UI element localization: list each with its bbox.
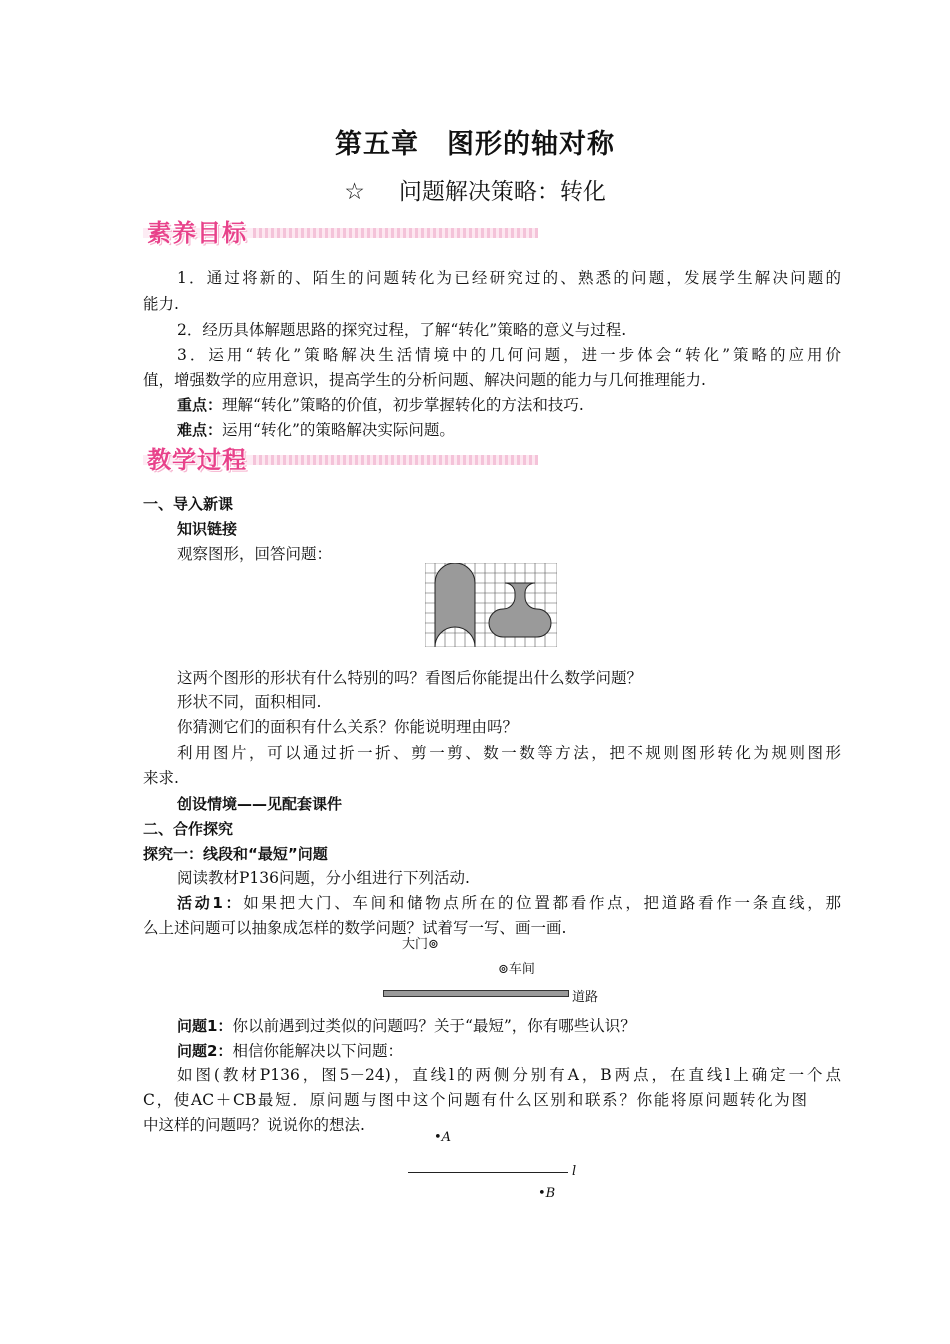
activity-text-a: 如果把大门、车间和储物点所在的位置都看作点，把道路看作一条直线，那 [243,894,842,912]
goal-2: 2．经历具体解题思路的探究过程，了解“转化”策略的意义与过程. [177,321,627,339]
workshop-label: ⊚车间 [498,962,535,977]
difficult-point [143,420,841,440]
goal-3b: 值，增强数学的应用意识，提高学生的分析问题、解决问题的能力与几何推理能力. [143,371,706,389]
activity-label: 活动1： [177,894,244,912]
explore-1-heading: 探究一：线段和“最短”问题 [143,845,328,863]
goal-3a: 3．运用“转化”策略解决生活情境中的几何问题，进一步体会“转化”策略的应用价 [177,346,841,364]
process-banner [143,440,538,474]
figure-text-c: 中这样的问题吗？说说你的想法. [143,1116,365,1134]
difficult-label: 难点： [177,421,223,439]
gate-label: 大门⊚ [402,937,439,952]
road-figure [380,933,620,1008]
activity-1a [143,893,841,913]
method-text-a: 利用图片，可以通过折一折、剪一剪、数一数等方法，把不规则图形转化为规则图形 [177,744,841,762]
points-line-figure [400,1128,600,1208]
figure-text-a: 如图(教材P136，图5－24)，直线l的两侧分别有A，B两点，在直线l上确定一个点 [177,1066,841,1084]
key-text: 理解“转化”策略的价值，初步掌握转化的方法和技巧. [222,396,584,414]
figure-text-b: C，使AC＋CB最短．原问题与图中这个问题有什么区别和联系？你能将原问题转化为图 [143,1091,807,1109]
road-bar [383,990,569,997]
knowledge-link-heading: 知识链接 [177,520,238,538]
question-1 [143,1016,841,1036]
answer-shapes: 形状不同，面积相同. [177,693,322,711]
question-shapes: 这两个图形的形状有什么特别的吗？看图后你能提出什么数学问题？ [177,669,643,687]
star-icon: ☆ [344,179,365,205]
chapter-title: 第五章 图形的轴对称 [335,129,615,160]
section-intro-heading: 一、导入新课 [143,495,234,513]
subtitle-text: 问题解决策略：转化 [398,179,606,205]
section-explore-heading: 二、合作探究 [143,820,234,838]
question-2-label: 问题2： [177,1042,233,1060]
activity-1b: 么上述问题可以抽象成怎样的数学问题？试着写一写、画一画. [143,919,567,937]
section-subtitle [0,173,950,206]
question-1-text: 你以前遇到过类似的问题吗？关于“最短”，你有哪些认识？ [232,1017,636,1035]
question-1-label: 问题1： [177,1017,233,1035]
create-scenario: 创设情境——见配套课件 [177,795,343,813]
question-2-text: 相信你能解决以下问题： [232,1042,403,1060]
goals-banner [143,213,538,247]
point-b: •B [538,1186,556,1201]
read-text: 阅读教材P136问题，分小组进行下列活动. [177,869,470,887]
key-label: 重点： [177,396,223,414]
goal-1a: 1．通过将新的、陌生的问题转化为已经研究过的、熟悉的问题，发展学生解决问题的 [177,269,841,287]
goal-1b: 能力. [143,295,179,313]
question-area: 你猜测它们的面积有什么关系？你能说明理由吗？ [177,718,519,736]
goals-banner-label: 素养目标 [147,219,247,247]
question-2 [143,1041,841,1061]
method-text-b: 来求. [143,769,179,787]
process-banner-label: 教学过程 [147,446,247,474]
line-l-label: l [572,1164,577,1179]
vase-shape [489,583,551,637]
point-a: •A [434,1130,452,1145]
grid-shapes-figure [425,563,557,647]
road-label: 道路 [572,990,599,1005]
difficult-text: 运用“转化”的策略解决实际问题。 [222,421,455,439]
line-l [408,1172,568,1173]
observe-text: 观察图形，回答问题： [177,545,333,563]
key-point [143,395,841,415]
